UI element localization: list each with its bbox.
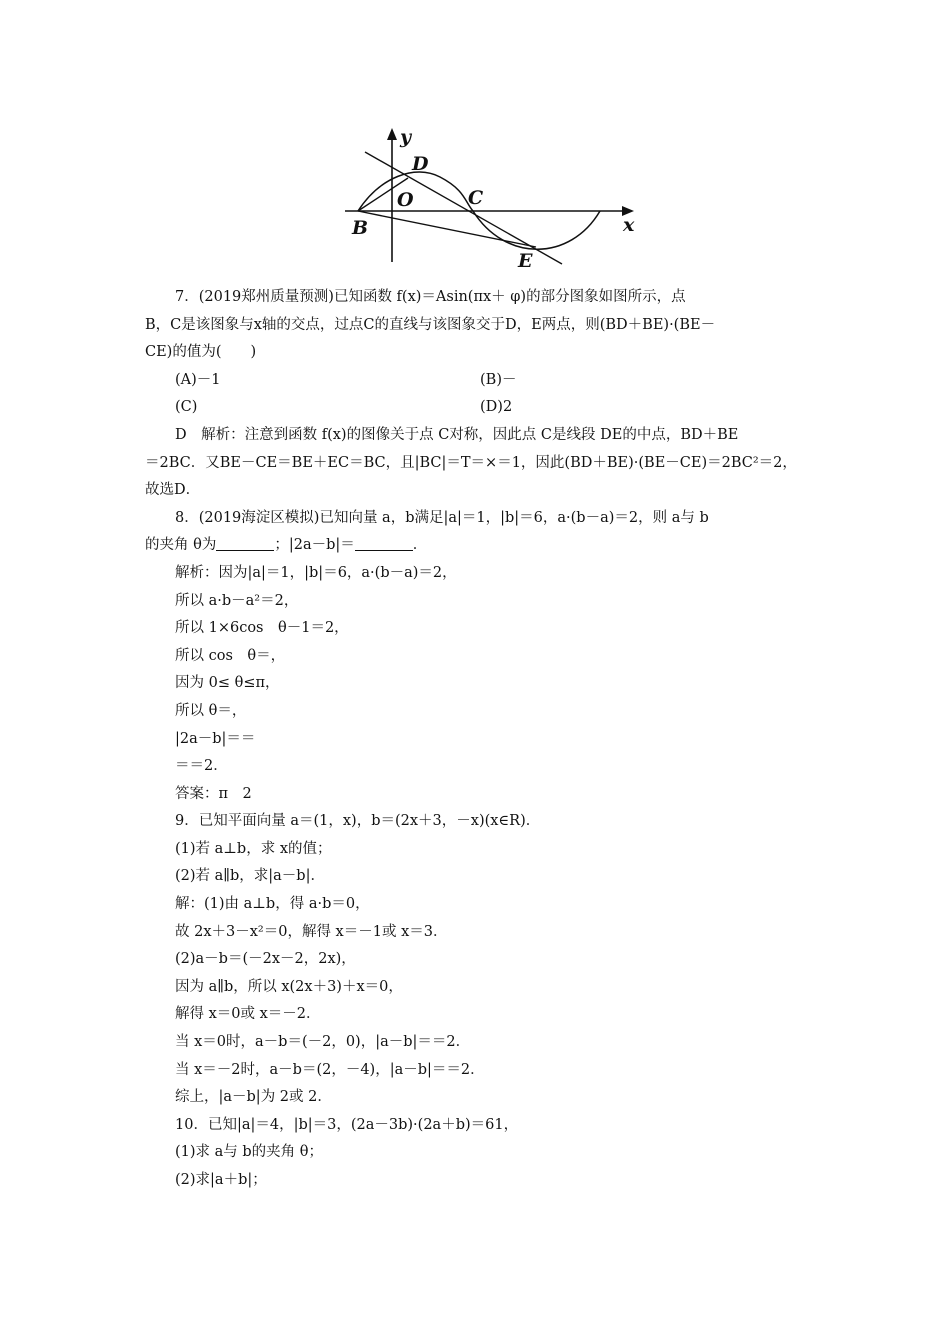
y-axis-arrow — [387, 128, 397, 140]
q7-line-1: 7．(2019郑州质量预测)已知函数 f(x)＝Asin(πx＋ φ)的部分图象如图所示，点 — [175, 289, 686, 305]
label-b: B — [352, 217, 369, 239]
q8-solution-2: 所以 a·b－a²＝2， — [175, 592, 299, 609]
q9-solution-1: 解：(1)由 a⊥b，得 a·b＝0， — [175, 896, 370, 913]
q9-solution-2: 故 2x＋3－x²＝0，解得 x＝－1或 x＝3． — [175, 923, 448, 940]
q8-solution-5: 因为 0≤ θ≤π， — [175, 675, 280, 692]
q7-options-row-2 — [145, 394, 820, 422]
q7-option-b: (B)－ — [480, 371, 517, 388]
q9-solution-8: 综上，|a－b|为 2或 2． — [175, 1089, 332, 1106]
q9-solution-3: (2)a－b＝(－2x－2，2x)， — [175, 951, 356, 968]
label-c: C — [468, 187, 484, 209]
q8-solution-6: 所以 θ＝， — [175, 702, 247, 719]
q7-line-3: CE)的值为( ) — [145, 344, 257, 361]
q8-text-angle: 的夹角 θ为 — [145, 537, 217, 554]
q9-solution-5: 解得 x＝0或 x＝－2． — [175, 1006, 321, 1023]
label-e: E — [518, 250, 533, 272]
q8-text-end: ． — [412, 537, 428, 554]
function-graph-figure — [340, 122, 640, 272]
document-body — [145, 284, 820, 1195]
q8-solution-4: 所以 cos θ＝， — [175, 647, 286, 664]
q7-option-c: (C) — [175, 399, 198, 416]
label-o: O — [397, 189, 414, 211]
line-through-c — [365, 152, 562, 264]
label-y: y — [400, 126, 412, 148]
q8-text-norm: ；|2a－b|＝ — [274, 537, 355, 554]
q7-solution-line-2: ＝2BC．又BE－CE＝BE＋EC＝BC，且|BC|＝T＝×＝1，因此(BD＋BE)·(BE－CE)＝2BC²＝2， — [145, 454, 797, 471]
q9-solution-6: 当 x＝0时，a－b＝(－2，0)，|a－b|＝＝2． — [175, 1034, 471, 1051]
q8-answer: 答案：π 2 — [175, 785, 252, 802]
q8-solution-1: 解析：因为|a|＝1，|b|＝6，a·(b－a)＝2， — [175, 564, 457, 581]
q9-part-2: (2)若 a∥b，求|a－b|． — [175, 868, 325, 885]
label-x: x — [623, 214, 635, 236]
q8-line-2 — [145, 532, 820, 560]
segment-be — [358, 211, 536, 247]
q8-blank-2 — [355, 536, 413, 551]
sine-graph-svg — [340, 122, 640, 272]
q8-line-1: 8．(2019海淀区模拟)已知向量 a，b满足|a|＝1，|b|＝6，a·(b－a)＝2，则 a与 b — [175, 509, 709, 526]
q9-part-1: (1)若 a⊥b，求 x的值； — [175, 840, 332, 857]
q8-solution-3: 所以 1×6cos θ－1＝2， — [175, 620, 349, 637]
q7-solution-line-3: 故选D． — [145, 482, 201, 499]
q9-line-1: 9．已知平面向量 a＝(1，x)，b＝(2x＋3，－x)(x∈R)． — [175, 813, 541, 830]
q9-solution-7: 当 x＝－2时，a－b＝(2，－4)，|a－b|＝＝2． — [175, 1061, 485, 1078]
q9-solution-4: 因为 a∥b，所以 x(2x＋3)＋x＝0， — [175, 978, 403, 995]
q8-blank-1 — [216, 536, 274, 551]
q7-solution-line-1: D 解析：注意到函数 f(x)的图像关于点 C对称，因此点 C是线段 DE的中点，BD＋BE — [175, 426, 739, 443]
q8-solution-7: |2a－b|＝＝ — [175, 730, 256, 747]
q7-line-2: B，C是该图象与x轴的交点，过点C的直线与该图象交于D，E两点，则(BD＋BE)·(BE－ — [145, 316, 716, 333]
q7-option-d: (D)2 — [480, 399, 513, 416]
q10-part-2: (2)求|a＋b|； — [175, 1172, 267, 1188]
q7-options-row-1 — [145, 367, 820, 395]
label-d: D — [412, 153, 429, 175]
q7-option-a: (A)－1 — [175, 371, 221, 388]
q8-solution-8: ＝＝2． — [175, 758, 228, 775]
q10-part-1: (1)求 a与 b的夹角 θ； — [175, 1144, 324, 1161]
q10-line-1: 10．已知|a|＝4，|b|＝3，(2a－3b)·(2a＋b)＝61， — [175, 1116, 519, 1133]
